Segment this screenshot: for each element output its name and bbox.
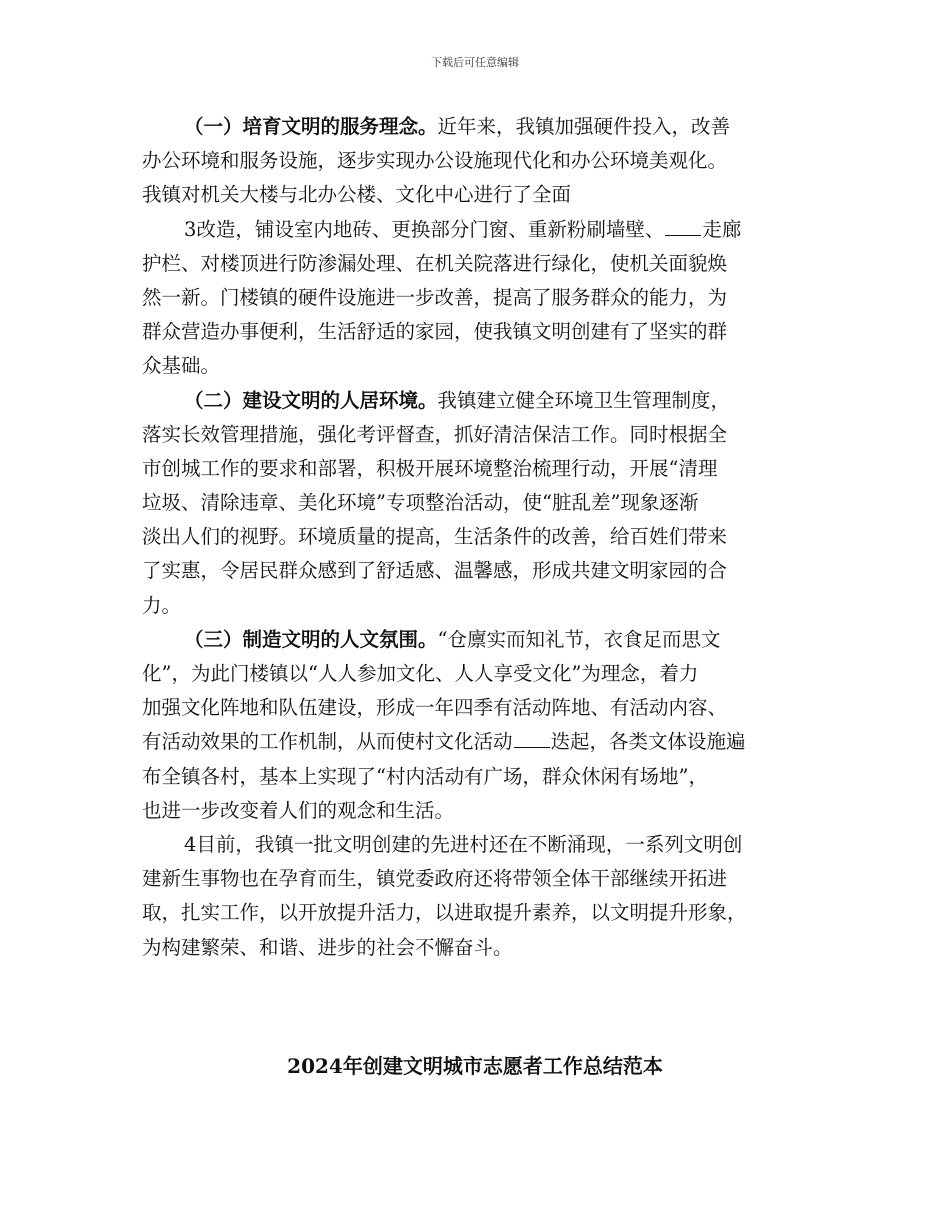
text-line: 我镇对机关大楼与北办公楼、文化中心进行了全面: [142, 183, 572, 207]
section-heading: （二）建设文明的人居环境。: [184, 388, 438, 412]
text-line: 取，扎实工作，以开放提升活力，以进取提升素养，以文明提升形象，: [142, 901, 747, 925]
text-line: 4目前，我镇一批文明创建的先进村还在不断涌现，一系列文明创: [184, 832, 743, 856]
text-span: “仓廪实而知礼节，衣食足而思文: [437, 627, 721, 651]
document-body: [142, 110, 812, 965]
text-line: 建新生事物也在孕育而生，镇党委政府还将带领全体干部继续开拓进: [142, 867, 728, 891]
text-span: 迭起，各类文体设施遍: [550, 730, 746, 754]
section-heading: （三）制造文明的人文氛围。: [184, 627, 438, 651]
blank-underline: [665, 217, 701, 236]
text-line: 了实惠，令居民群众感到了舒适感、温馨感，形成共建文明家园的合: [142, 559, 728, 583]
paragraph-4: [142, 623, 812, 828]
text-line: 众基础。: [142, 354, 221, 378]
paragraph-2: [142, 213, 812, 384]
paragraph-1: [142, 110, 812, 213]
text-line: 也进一步改变着人们的观念和生活。: [142, 798, 455, 822]
text-line: [142, 623, 812, 657]
document-title: 2024年创建文明城市志愿者工作总结范本: [287, 1054, 663, 1078]
blank-underline: [514, 729, 550, 748]
text-line: 然一新。门楼镇的硬件设施进一步改善，提高了服务群众的能力，为: [142, 285, 728, 309]
text-line: 护栏、对楼顶进行防渗漏处理、在机关院落进行绿化，使机关面貌焕: [142, 251, 728, 275]
text-line: [142, 384, 812, 418]
text-line: 力。: [142, 593, 182, 617]
text-line: 垃圾、清除违章、美化环境”专项整治活动，使“脏乱差”现象逐渐: [142, 491, 699, 515]
text-line: 市创城工作的要求和部署，积极开展环境整治梳理行动，开展“清理: [142, 456, 718, 480]
text-line: 布全镇各村，基本上实现了“村内活动有广场，群众休闲有场地”，: [142, 764, 708, 788]
text-span: 走廊: [702, 217, 742, 241]
text-line: [142, 725, 812, 759]
text-line: 群众营造办事便利，生活舒适的家园，使我镇文明创建有了坚实的群: [142, 320, 728, 344]
text-line: 为构建繁荣、和谐、进步的社会不懈奋斗。: [142, 935, 513, 959]
text-line: 办公环境和服务设施，逐步实现办公设施现代化和办公环境美观化。: [142, 149, 728, 173]
paragraph-5: [142, 828, 812, 965]
text-line: [142, 110, 812, 144]
paragraph-3: [142, 384, 812, 623]
text-line: 加强文化阵地和队伍建设，形成一年四季有活动阵地、有活动内容、: [142, 696, 728, 720]
text-span: 3改造，铺设室内地砖、更换部分门窗、重新粉刷墙壁、: [184, 217, 665, 241]
text-span: 近年来，我镇加强硬件投入，改善: [437, 115, 731, 138]
text-span: 我镇建立健全环境卫生管理制度，: [437, 388, 731, 412]
section-heading: （一）培育文明的服务理念。: [184, 115, 438, 138]
page-header: 下载后可任意编辑: [431, 56, 519, 69]
text-line: 淡出人们的视野。环境质量的提高，生活条件的改善，给百姓们带来: [142, 525, 728, 549]
text-line: 化”，为此门楼镇以“人人参加文化、人人享受文化”为理念，着力: [142, 662, 699, 685]
text-line: [142, 213, 812, 247]
text-span: 有活动效果的工作机制，从而使村文化活动: [142, 730, 513, 754]
text-line: 落实长效管理措施，强化考评督查，抓好清洁保洁工作。同时根据全: [142, 422, 728, 446]
